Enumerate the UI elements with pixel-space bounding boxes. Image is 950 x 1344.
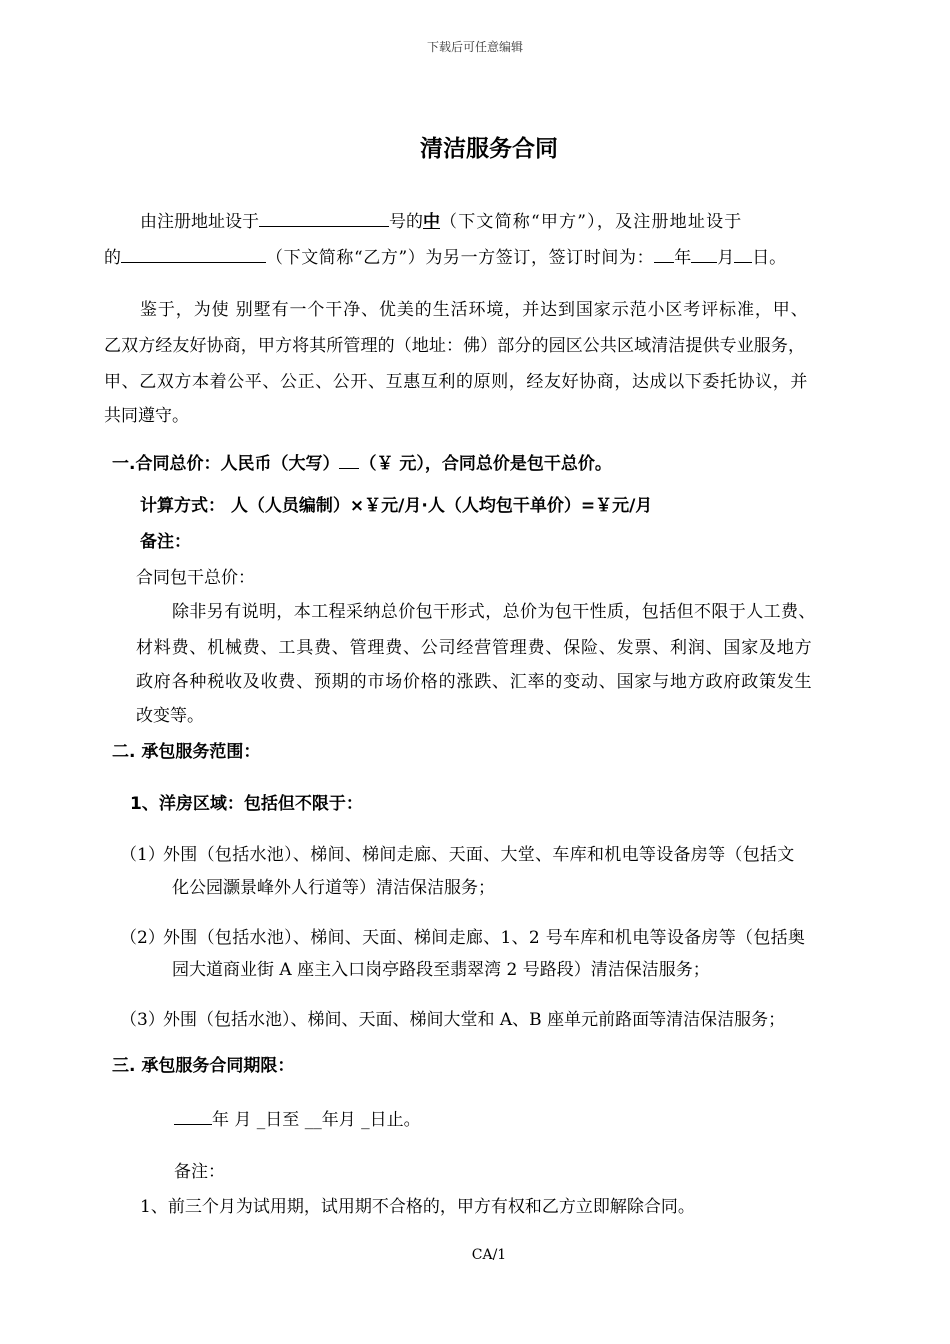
- scope-item-1-number: （1）: [120, 845, 165, 865]
- document-title: 清洁服务合同: [420, 136, 558, 162]
- intro-text: 号的: [389, 212, 423, 232]
- blank-start-year: [174, 1108, 212, 1125]
- whereas-line-4: 共同遵守。: [104, 406, 189, 426]
- blank-day: [734, 246, 752, 263]
- scope-item-3-line-1: 外围（包括水池）、梯间、天面、梯间大堂和 A、B 座单元前路面等清洁保洁服务；: [163, 1010, 786, 1030]
- section-3-remark: 备注：: [174, 1162, 225, 1182]
- blank-address-1: [259, 210, 389, 227]
- scope-item-2-line-2: 园大道商业街 A 座主入口岗亭路段至翡翠湾 2 号路段）清洁保洁服务；: [172, 960, 710, 980]
- section-1-heading-text: 一.合同总价：人民币（大写）: [112, 454, 340, 474]
- blank-amount: [339, 452, 359, 469]
- blank-month: [691, 246, 717, 263]
- section-3-heading: 三. 承包服务合同期限：: [112, 1056, 295, 1076]
- section-1-subheading: 合同包干总价：: [136, 568, 255, 588]
- whereas-line-2: 乙双方经友好协商，甲方将其所管理的（地址：佛）部分的园区公共区域清洁提供专业服务，: [104, 336, 806, 356]
- scope-item-2-number: （2）: [120, 928, 165, 948]
- intro-text: 日。: [752, 248, 787, 268]
- scope-item-3-number: （3）: [120, 1010, 165, 1030]
- section-1-body-line-2: 材料费、机械费、工具费、管理费、公司经营管理费、保险、发票、利润、国家及地方: [136, 638, 813, 658]
- scope-item-1-line-1: 外围（包括水池）、梯间、梯间走廊、天面、大堂、车库和机电等设备房等（包括文: [163, 845, 795, 865]
- blank-year: [654, 246, 674, 263]
- intro-text: 月: [717, 248, 735, 268]
- intro-text: 年: [674, 248, 692, 268]
- intro-text: （下文简称“甲方”），及注册地址设于: [440, 212, 743, 232]
- intro-line-1: [140, 210, 742, 232]
- contract-term: [174, 1108, 421, 1130]
- intro-line-2: [104, 246, 786, 268]
- whereas-line-1: 鉴于，为使 别墅有一个干净、优美的生活环境，并达到国家示范小区考评标准，甲、: [140, 300, 809, 320]
- section-1-body-line-1: 除非另有说明，本工程采纳总价包干形式，总价为包干性质，包括但不限于人工费、: [172, 602, 816, 622]
- contract-term-text: 年 月 _日至 __年月 _日止。: [212, 1110, 421, 1130]
- section-1-body-line-3: 政府各种税收及收费、预期的市场价格的涨跌、汇率的变动、国家与地方政府政策发生: [136, 672, 813, 692]
- section-3-note-1: 1、前三个月为试用期，试用期不合格的，甲方有权和乙方立即解除合同。: [140, 1197, 695, 1217]
- section-1-remark: 备注：: [140, 532, 191, 552]
- scope-item-1-line-2: 化公园灏景峰外人行道等）清洁保洁服务；: [172, 878, 495, 898]
- section-1-body-line-4: 改变等。: [136, 706, 204, 726]
- whereas-line-3: 甲、乙双方本着公平、公正、公开、互惠互利的原则，经友好协商，达成以下委托协议，并: [104, 372, 808, 392]
- scope-item-2-line-1: 外围（包括水池）、梯间、天面、梯间走廊、1、2 号车库和机电等设备房等（包括奥: [163, 928, 806, 948]
- page-header-note: 下载后可任意编辑: [426, 40, 523, 54]
- section-1-heading-text: （￥ 元），合同总价是包干总价。: [359, 454, 612, 474]
- party-a-name: 中: [423, 212, 440, 232]
- section-1-heading: [112, 452, 612, 474]
- page-number: CA/1: [471, 1247, 507, 1263]
- intro-text: 的: [104, 248, 121, 268]
- intro-text: （下文简称“乙方”）为另一方签订，签订时间为：: [266, 248, 655, 268]
- intro-text: 由注册地址设于: [140, 212, 259, 232]
- calc-method: 计算方式： 人（人员编制）×￥元/月·人（人均包干单价）=￥元/月: [140, 496, 653, 516]
- blank-party-b: [121, 246, 266, 263]
- section-2-subheading: 1、洋房区域：包括但不限于：: [130, 794, 363, 814]
- section-2-heading: 二. 承包服务范围：: [112, 742, 261, 762]
